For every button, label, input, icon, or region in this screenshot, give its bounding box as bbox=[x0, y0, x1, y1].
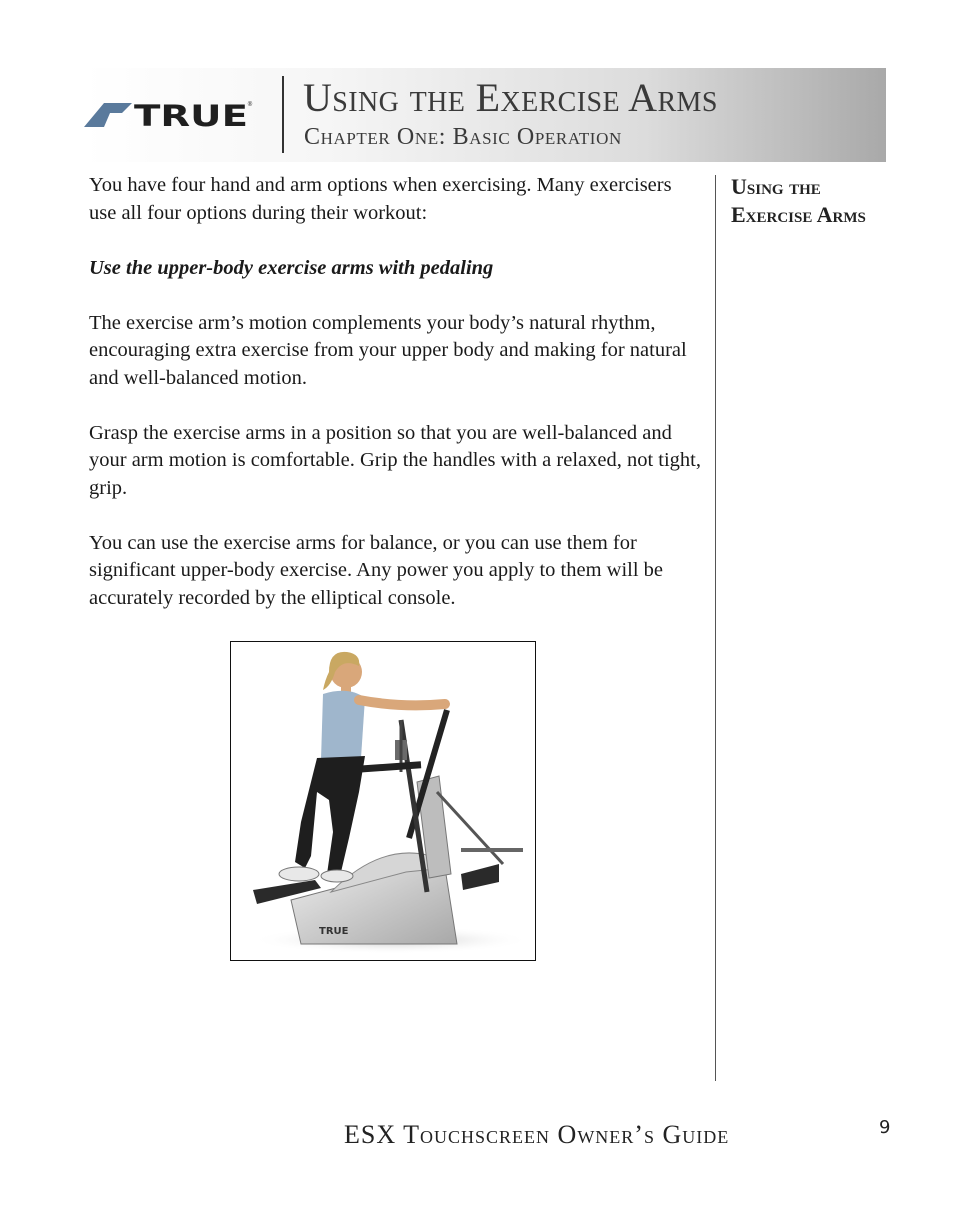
paragraph-motion: The exercise arm’s motion complements your body’s natural rhythm, encouraging extra exercise from your upper body and making for natural and well-balanced motion. bbox=[89, 311, 687, 389]
sidebar-divider bbox=[715, 175, 716, 1081]
right-pedal bbox=[461, 864, 499, 890]
page-number: 9 bbox=[879, 1117, 891, 1138]
registered-mark: ® bbox=[247, 101, 253, 108]
page-title: Using the Exercise Arms bbox=[303, 75, 718, 120]
header-divider bbox=[282, 76, 284, 153]
footer-guide-title: ESX Touchscreen Owner’s Guide bbox=[344, 1120, 730, 1149]
logo-text: TRUE bbox=[134, 103, 248, 127]
elliptical-illustration bbox=[231, 642, 535, 960]
body-text bbox=[89, 172, 704, 640]
logo-swoosh-icon bbox=[84, 103, 132, 127]
woman-legs bbox=[295, 756, 365, 874]
woman-shoe-right bbox=[321, 870, 353, 882]
woman-arm bbox=[359, 700, 445, 705]
sidebar-section-title: Using the Exercise Arms bbox=[731, 174, 866, 227]
paragraph-power: You can use the exercise arms for balance, or you can use them for significant upper-body exercise. Any power you apply to them will be accurately recorded by the elliptical console. bbox=[89, 531, 664, 609]
front-bar bbox=[461, 848, 523, 852]
woman-shoe-left bbox=[279, 867, 319, 881]
elliptical-photo bbox=[230, 641, 536, 961]
true-logo bbox=[84, 103, 250, 127]
section-subheading: Use the upper-body exercise arms with pedaling bbox=[89, 256, 494, 279]
machine-logo-text: TRUE bbox=[319, 926, 349, 937]
chapter-title: Chapter One: Basic Operation bbox=[304, 124, 622, 150]
intro-paragraph: You have four hand and arm options when exercising. Many exercisers use all four options during their workout: bbox=[89, 174, 672, 224]
paragraph-grasp: Grasp the exercise arms in a position so that you are well-balanced and your arm motion is comfortable. Grip the handles with a relaxed, not tight, grip. bbox=[89, 421, 702, 499]
